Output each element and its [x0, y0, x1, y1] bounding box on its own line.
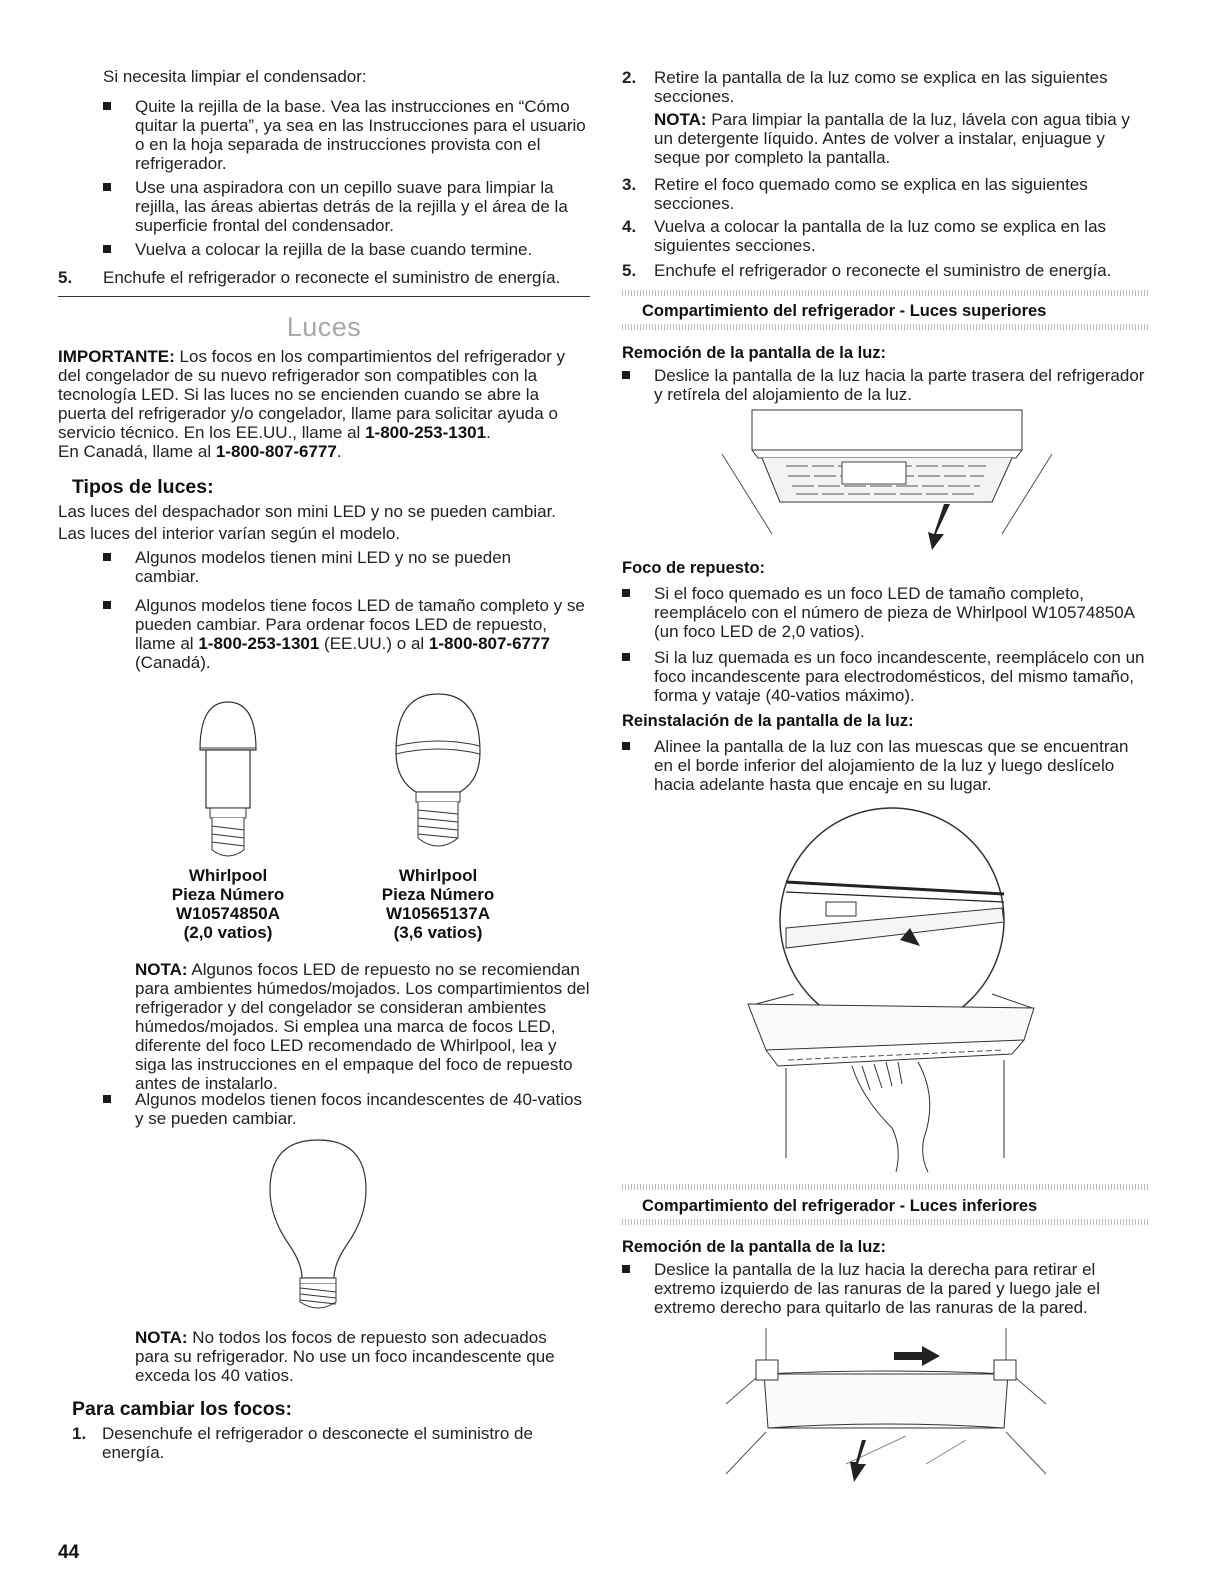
section-divider — [58, 296, 590, 297]
bullet-icon — [622, 653, 630, 661]
bulb2-caption — [368, 866, 508, 942]
nota-text: Algunos focos LED de repuesto no se recomiendan para ambientes húmedos/mojados. Los compartimientos del refrigerador y del congelador se consideran ambientes húmedos/mojados. Si emplea una marca de focos LED, diferente del foco LED recomendado de Whirlpool, lea y siga las instrucciones en el empaque del foco de repuesto antes de instalarlo. — [135, 960, 590, 1093]
bullet-icon — [103, 601, 111, 609]
bulb1-watts: (2,0 vatios) — [183, 923, 273, 942]
hatch-divider — [622, 324, 1148, 330]
list-item — [103, 1090, 583, 1130]
list-item — [622, 1260, 1148, 1320]
nota-label: NOTA: — [135, 960, 188, 979]
tipos-paragraph-2: Las luces del interior varían según el modelo. — [58, 524, 401, 543]
bulb2-label: Pieza Número — [381, 885, 495, 904]
upper-remove-title: Remoción de la pantalla de la luz: — [622, 344, 887, 362]
nota-label: NOTA: — [654, 110, 707, 129]
list-item — [622, 737, 1148, 797]
list-item-text: Vuelva a colocar la rejilla de la base cuando termine. — [135, 240, 533, 259]
list-item-text: Deslice la pantalla de la luz hacia la parte trasera del refrigerador y retírela del alojamiento de la luz. — [654, 366, 1145, 404]
bullet-icon — [103, 183, 111, 191]
tipos-paragraph-1: Las luces del despachador son mini LED y no se pueden cambiar. — [58, 502, 557, 521]
lower-remove-title: Remoción de la pantalla de la luz: — [622, 1238, 887, 1256]
phone-us: 1-800-253-1301 — [198, 634, 320, 653]
step-text: Vuelva a colocar la pantalla de la luz como se explica en las siguientes secciones. — [654, 217, 1107, 255]
cambiar-step-1 — [72, 1424, 572, 1464]
step-5 — [58, 268, 590, 288]
phone-ca: 1-800-807-6777 — [428, 634, 550, 653]
upper-lights-title: Compartimiento del refrigerador - Luces superiores — [642, 302, 1047, 320]
list-item-text: Deslice la pantalla de la luz hacia la derecha para retirar el extremo izquierdo de las ranuras de la pared y luego jale el extremo derecho para quitarlo de las ranuras de la pared. — [654, 1260, 1101, 1317]
step-2 — [622, 68, 1148, 108]
phone-ca: 1-800-807-6777 — [215, 442, 337, 461]
section-title-luces: Luces — [286, 312, 362, 342]
reorder-mid-text: (EE.UU.) o al — [324, 634, 425, 653]
list-item-text: Alinee la pantalla de la luz con las muescas que se encuentran en el borde inferior del alojamiento de la luz y luego deslícelo hacia adelante hasta que encaje en su lugar. — [654, 737, 1129, 794]
reorder-text: Algunos modelos tiene focos LED de tamaño completo y se pueden cambiar. Para ordenar focos LED de repuesto, llame al — [135, 596, 585, 653]
step-text: Retire la pantalla de la luz como se explica en las siguientes secciones. — [654, 68, 1108, 106]
nota-2 — [135, 1328, 585, 1385]
important-label: IMPORTANTE: — [58, 347, 175, 366]
lower-lights-title: Compartimiento del refrigerador - Luces inferiores — [642, 1197, 1038, 1215]
list-item-text: Si el foco quemado es un foco LED de tamaño completo, reemplácelo con el número de pieza de Whirlpool W10574850A (un foco LED de 2,0 vatios). — [654, 584, 1135, 641]
condenser-intro: Si necesita limpiar el condensador: — [103, 67, 367, 86]
incandescent-bulb-illustration — [258, 1136, 378, 1316]
list-item — [103, 97, 588, 175]
cambiar-title: Para cambiar los focos: — [72, 1398, 293, 1420]
bullet-icon — [103, 102, 111, 110]
list-item — [103, 240, 588, 260]
nota-text: Para limpiar la pantalla de la luz, lávela con agua tibia y un detergente líquido. Antes de volver a instalar, enjuague y seque por completo la pantalla. — [654, 110, 1130, 167]
reorder-post-text: (Canadá). — [135, 653, 211, 672]
hatch-divider — [622, 1184, 1148, 1190]
bullet-icon — [622, 1265, 630, 1273]
step-5 — [622, 261, 1148, 281]
list-item-text: Si la luz quemada es un foco incandescente, reemplácelo con un foco incandescente para electrodomésticos, del mismo tamaño, forma y vataje (40-vatios máximo). — [654, 648, 1145, 705]
important-paragraph: IMPORTANTE: Los focos en los compartimientos del refrigerador y del congelador de su nuevo refrigerador son compatibles con la tecnología LED. Si las luces no se encienden cuando se abre la puerta del refrigerador y/o congelador, llame para solicitar ayuda o servicio técnico. En los EE.UU., llame al 1-800-253-1301. En Canadá, llame al 1-800-807-6777. — [58, 347, 566, 461]
list-item — [103, 596, 590, 676]
tipos-title: Tipos de luces: — [72, 476, 214, 498]
light-shield-reinstall-illustration — [742, 798, 1042, 1178]
bullet-icon — [103, 553, 111, 561]
bullet-icon — [103, 245, 111, 253]
page-number: 44 — [58, 1542, 80, 1563]
bulb2-watts: (3,6 vatios) — [393, 923, 483, 942]
step-text: Retire el foco quemado como se explica en las siguientes secciones. — [654, 175, 1088, 213]
step-number: 5. — [622, 261, 637, 280]
step-text: Desenchufe el refrigerador o desconecte el suministro de energía. — [102, 1424, 533, 1462]
bullet-icon — [103, 1095, 111, 1103]
list-item — [103, 178, 588, 238]
list-item — [622, 366, 1148, 406]
canada-text: En Canadá, llame al — [58, 442, 212, 461]
bullet-icon — [622, 371, 630, 379]
phone-us: 1-800-253-1301 — [365, 423, 487, 442]
bulb2-brand: Whirlpool — [398, 866, 478, 885]
bulb1-part-number: W10574850A — [176, 904, 280, 923]
step-4 — [622, 217, 1148, 257]
list-item — [103, 548, 573, 588]
list-item — [622, 584, 1148, 644]
bulb1-caption — [158, 866, 298, 942]
list-item-text: Algunos modelos tienen mini LED y no se pueden cambiar. — [135, 548, 512, 586]
bulb1-brand: Whirlpool — [188, 866, 268, 885]
bullet-icon — [622, 742, 630, 750]
step-number: 2. — [622, 68, 637, 87]
list-item-text: Quite la rejilla de la base. Vea las instrucciones en “Cómo quitar la puerta”, ya sea en las Instrucciones para el usuario o en la hoja separada de instrucciones provista con el refrigerador. — [135, 97, 586, 173]
bulb1-label: Pieza Número — [171, 885, 285, 904]
step-number: 5. — [58, 268, 73, 287]
step-number: 1. — [72, 1424, 87, 1443]
step-3 — [622, 175, 1148, 215]
step-text: Enchufe el refrigerador o reconecte el suministro de energía. — [103, 268, 561, 287]
bulb2-part-number: W10565137A — [386, 904, 490, 923]
list-item — [622, 648, 1148, 708]
list-item-text: Algunos modelos tienen focos incandescentes de 40-vatios y se pueden cambiar. — [135, 1090, 583, 1128]
led-bulb-small-illustration — [188, 690, 268, 870]
bullet-icon — [622, 589, 630, 597]
reinst-title: Reinstalación de la pantalla de la luz: — [622, 712, 914, 730]
step-number: 4. — [622, 217, 637, 236]
nota-label: NOTA: — [135, 1328, 188, 1347]
step-text: Enchufe el refrigerador o reconecte el suministro de energía. — [654, 261, 1112, 280]
important-text: Los focos en los compartimientos del refrigerador y del congelador de su nuevo refrigerador son compatibles con la tecnología LED. Si las luces no se encienden cuando se abre la puerta del refrigerador y/o congelador, llame para solicitar ayuda o servicio técnico. En los EE.UU., llame al — [58, 347, 566, 442]
upper-light-removal-illustration — [722, 404, 1052, 554]
nota-cleaning — [654, 110, 1148, 167]
nota-1 — [135, 960, 590, 1093]
list-item-text: Use una aspiradora con un cepillo suave para limpiar la rejilla, las áreas abiertas detrás de la rejilla y el área de la superficie frontal del condensador. — [135, 178, 568, 235]
hatch-divider — [622, 290, 1148, 296]
hatch-divider — [622, 1219, 1148, 1225]
nota-text: No todos los focos de repuesto son adecuados para su refrigerador. No use un foco incandescente que exceda los 40 vatios. — [135, 1328, 555, 1385]
lower-light-removal-illustration — [726, 1324, 1046, 1484]
foco-title: Foco de repuesto: — [622, 559, 766, 577]
step-number: 3. — [622, 175, 637, 194]
led-bulb-large-illustration — [388, 688, 488, 868]
list-item-text — [135, 596, 590, 672]
